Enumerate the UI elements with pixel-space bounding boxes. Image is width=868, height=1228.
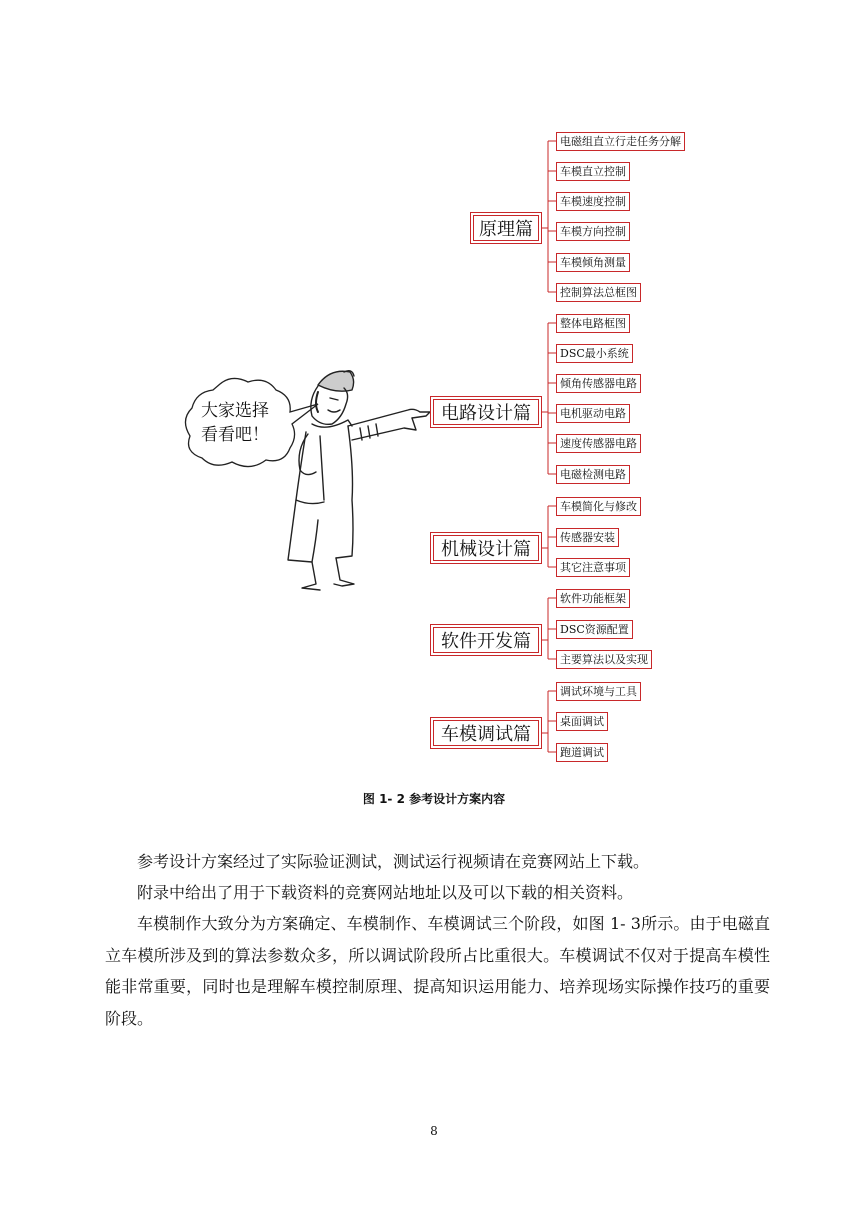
leaf-item: 传感器安装 — [556, 528, 619, 547]
leaf-item: 其它注意事项 — [556, 558, 630, 577]
bubble-line: 看看吧！ — [201, 425, 269, 445]
leaf-item: 主要算法以及实现 — [556, 650, 652, 669]
category-label: 车模调试篇 — [433, 720, 539, 746]
figure-caption: 图 1- 2 参考设计方案内容 — [362, 792, 506, 806]
leaf-item: 调试环境与工具 — [556, 682, 641, 701]
category-car-debugging — [430, 717, 542, 749]
category-label: 电路设计篇 — [433, 399, 539, 425]
leaf-item: 车模速度控制 — [556, 192, 630, 211]
category-principle — [470, 212, 542, 244]
leaf-item: 整体电路框图 — [556, 314, 630, 333]
leaf-item: 电机驱动电路 — [556, 404, 630, 423]
leaf-item: 车模方向控制 — [556, 222, 630, 241]
leaf-item: 桌面调试 — [556, 712, 608, 731]
page-number: 8 — [430, 1124, 438, 1138]
body-paragraph: 参考设计方案经过了实际验证测试，测试运行视频请在竞赛网站上下载。 — [137, 852, 650, 871]
category-software-development — [430, 624, 542, 656]
category-label: 软件开发篇 — [433, 627, 539, 653]
leaf-item: DSC最小系统 — [556, 344, 633, 363]
speech-bubble-text — [201, 399, 291, 447]
category-mechanical-design — [430, 532, 542, 564]
body-paragraph: 车模制作大致分为方案确定、车模制作、车模调试三个阶段，如图 1- 3所示。由于电磁直立车模所涉及到的算法参数众多，所以调试阶段所占比重很大。车模调试不仅对于提高车模性能非常重要，同时也是理解车模控制原理、提高知识运用能力、培养现场实际操作技巧的重要阶段。 — [105, 914, 770, 1028]
leaf-item: 电磁组直立行走任务分解 — [556, 132, 685, 151]
bubble-line: 大家选择 — [201, 401, 269, 421]
leaf-item: 软件功能框架 — [556, 589, 630, 608]
leaf-item: 控制算法总框图 — [556, 283, 641, 302]
pointing-man-illustration — [288, 371, 430, 590]
category-circuit-design — [430, 396, 542, 428]
category-label: 机械设计篇 — [433, 535, 539, 561]
leaf-item: 跑道调试 — [556, 743, 608, 762]
leaf-item: 速度传感器电路 — [556, 434, 641, 453]
leaf-item: 车模直立控制 — [556, 162, 630, 181]
leaf-item: 电磁检测电路 — [556, 465, 630, 484]
leaf-item: DSC资源配置 — [556, 620, 633, 639]
tree-lines — [542, 141, 556, 752]
body-paragraph: 附录中给出了用于下载资料的竞赛网站地址以及可以下载的相关资料。 — [137, 883, 634, 902]
category-label: 原理篇 — [473, 215, 539, 241]
leaf-item: 车模简化与修改 — [556, 497, 641, 516]
leaf-item: 倾角传感器电路 — [556, 374, 641, 393]
leaf-item: 车模倾角测量 — [556, 253, 630, 272]
